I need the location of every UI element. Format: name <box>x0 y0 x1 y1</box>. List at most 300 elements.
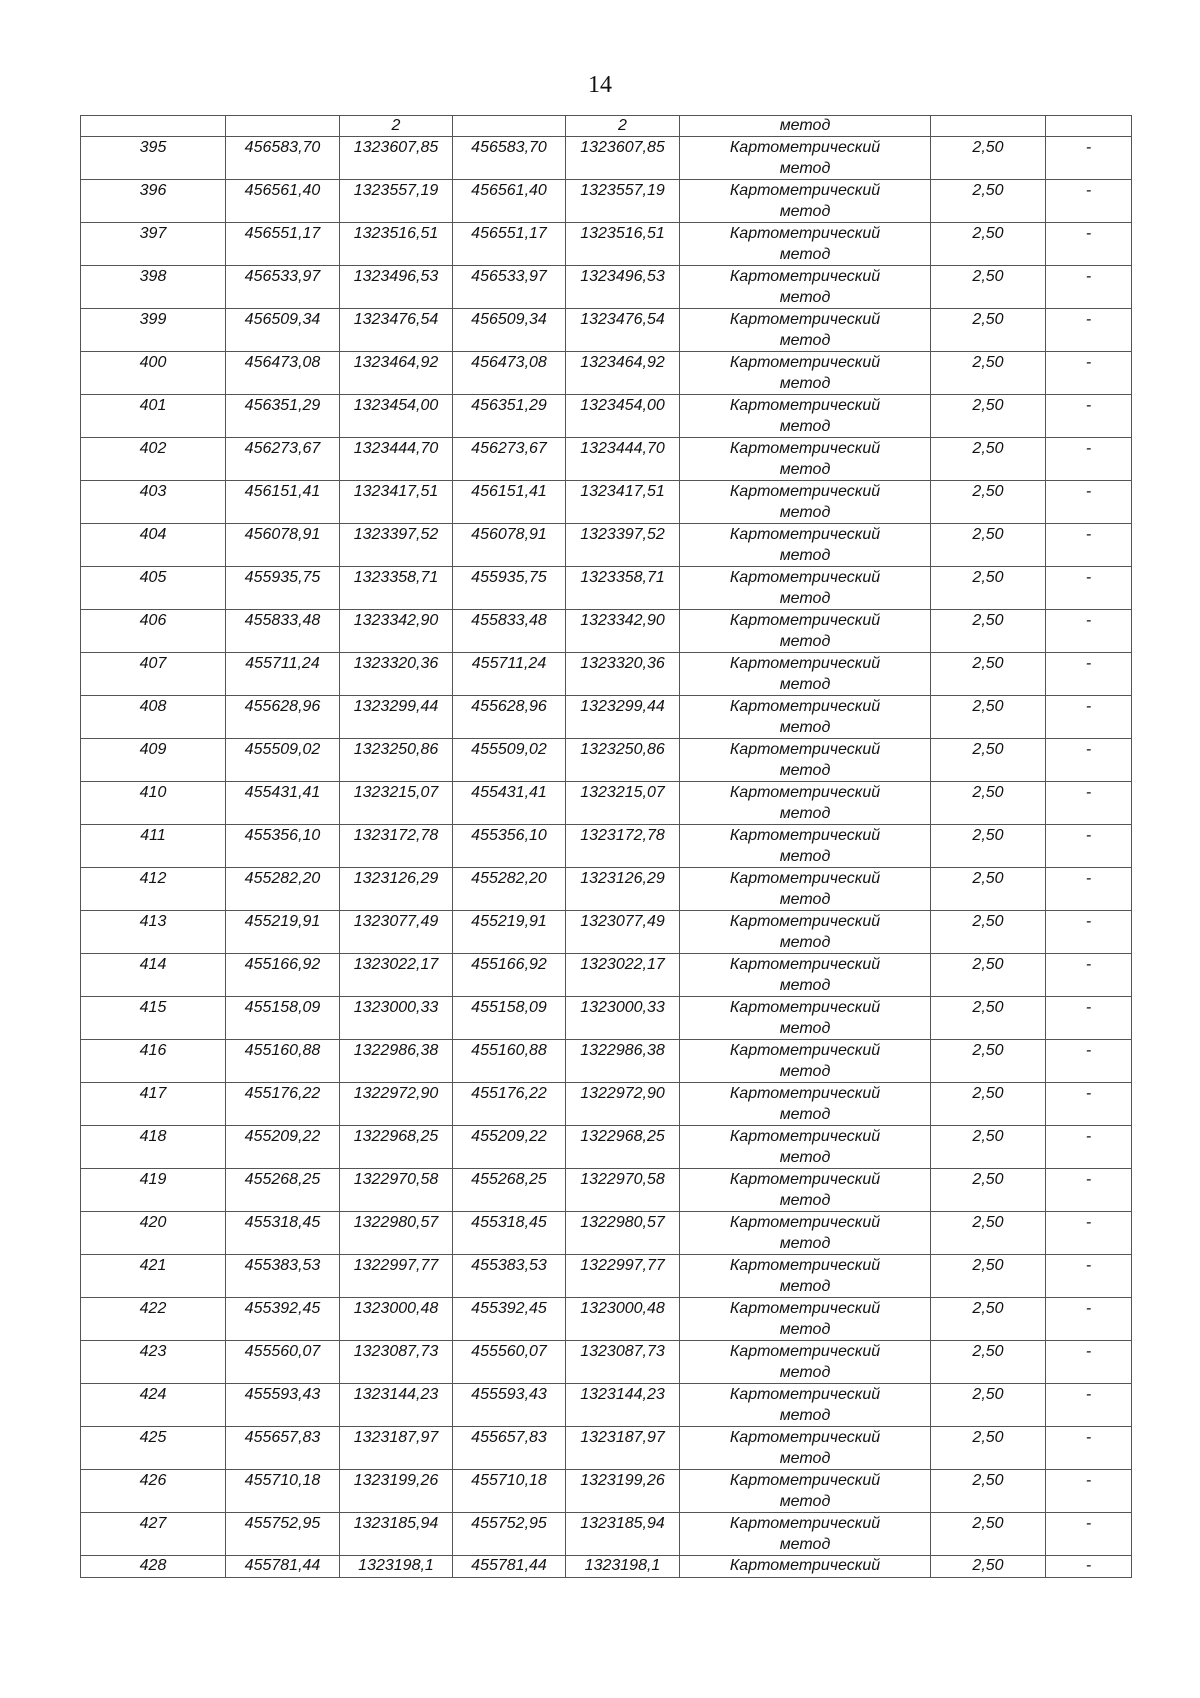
cell-description: - <box>1046 911 1132 954</box>
cell-y-existing <box>340 524 453 567</box>
cell-method <box>680 352 931 395</box>
cell-text: 1323000,48 <box>353 1300 439 1317</box>
cell-accuracy: 2,50 <box>931 1212 1046 1255</box>
cell-description: - <box>1046 524 1132 567</box>
table-row <box>81 1040 1132 1083</box>
cell-method <box>680 1255 931 1298</box>
table-row <box>81 610 1132 653</box>
cell-text: 1323342,90 <box>353 612 439 629</box>
cell-text: 1323417,51 <box>353 483 439 500</box>
cell-y-existing <box>340 1126 453 1169</box>
cell-description: - <box>1046 438 1132 481</box>
table-row <box>81 567 1132 610</box>
cell-x-existing: 455560,07 <box>226 1341 340 1384</box>
cell-text: 1322997,77 <box>353 1257 439 1274</box>
cell-y-existing <box>340 1470 453 1513</box>
cell-point-number: 421 <box>81 1255 226 1298</box>
table-row <box>81 309 1132 352</box>
cell-description: - <box>1046 1513 1132 1556</box>
cell-description: - <box>1046 1255 1132 1298</box>
cell-y-existing <box>340 1513 453 1556</box>
cell-x-existing: 455166,92 <box>226 954 340 997</box>
cell-x-new: 455356,10 <box>453 825 566 868</box>
cell-y-existing <box>340 1083 453 1126</box>
cell-accuracy: 2,50 <box>931 1255 1046 1298</box>
cell-y-existing <box>340 739 453 782</box>
cell-x-existing: 455356,10 <box>226 825 340 868</box>
cell-point-number: 420 <box>81 1212 226 1255</box>
cell-text: Картометрический метод <box>729 354 881 392</box>
cell-text: 1323187,97 <box>580 1429 665 1446</box>
cell-text: 1322980,57 <box>353 1214 439 1231</box>
cell-accuracy: 2,50 <box>931 1427 1046 1470</box>
cell-y-existing <box>340 266 453 309</box>
cell-text: 1322980,57 <box>580 1214 665 1231</box>
cell-text: 1323077,49 <box>580 913 665 930</box>
cell-method <box>680 696 931 739</box>
cell-text: 1323022,17 <box>353 956 439 973</box>
cell-description: - <box>1046 1556 1132 1578</box>
table-row-continuation <box>81 116 1132 137</box>
cell-accuracy: 2,50 <box>931 352 1046 395</box>
table-row <box>81 137 1132 180</box>
cell-method <box>680 1427 931 1470</box>
table-row <box>81 1384 1132 1427</box>
table-row <box>81 1083 1132 1126</box>
cell-y-new <box>566 739 680 782</box>
cell-x-new: 456351,29 <box>453 395 566 438</box>
table-row <box>81 954 1132 997</box>
cell-description: - <box>1046 782 1132 825</box>
cell-x-existing: 455268,25 <box>226 1169 340 1212</box>
cell-x-existing: 455935,75 <box>226 567 340 610</box>
cell-description: - <box>1046 1040 1132 1083</box>
cell-y-new <box>566 954 680 997</box>
cell-accuracy: 2,50 <box>931 739 1046 782</box>
cell-text: 1322997,77 <box>580 1257 665 1274</box>
cell-x-new: 455752,95 <box>453 1513 566 1556</box>
cell-x-new: 455781,44 <box>453 1556 566 1578</box>
cell-text: Картометрический метод <box>729 1042 881 1080</box>
cell-y-new <box>566 696 680 739</box>
cell-y-existing <box>340 481 453 524</box>
cell-y-new <box>566 1040 680 1083</box>
cell-point-number: 398 <box>81 266 226 309</box>
cell-accuracy: 2,50 <box>931 1126 1046 1169</box>
table-row <box>81 180 1132 223</box>
cell-method <box>680 180 931 223</box>
cell-accuracy: 2,50 <box>931 395 1046 438</box>
cell-text: Картометрический метод <box>729 827 881 865</box>
cell-description: - <box>1046 567 1132 610</box>
cell-text: 1323250,86 <box>580 741 665 758</box>
cell-point-number: 415 <box>81 997 226 1040</box>
cell-x-new: 456583,70 <box>453 137 566 180</box>
cell-method <box>680 395 931 438</box>
cell-x-existing: 456151,41 <box>226 481 340 524</box>
cell-x-new: 455282,20 <box>453 868 566 911</box>
table-row <box>81 997 1132 1040</box>
cell-text: 1323557,19 <box>580 182 665 199</box>
cell-accuracy <box>931 116 1046 137</box>
cell-description: - <box>1046 223 1132 266</box>
cell-text: 1323087,73 <box>580 1343 665 1360</box>
cell-y-new <box>566 1470 680 1513</box>
cell-text: 1323087,73 <box>353 1343 439 1360</box>
cell-y-new <box>566 352 680 395</box>
cell-x-new: 455560,07 <box>453 1341 566 1384</box>
cell-x-new: 455935,75 <box>453 567 566 610</box>
cell-text: 1322968,25 <box>580 1128 665 1145</box>
cell-text: 1323444,70 <box>580 440 665 457</box>
cell-description: - <box>1046 1126 1132 1169</box>
cell-description: - <box>1046 1384 1132 1427</box>
cell-text: Картометрический метод <box>729 612 881 650</box>
table-row <box>81 524 1132 567</box>
cell-method <box>680 911 931 954</box>
cell-method <box>680 524 931 567</box>
cell-accuracy: 2,50 <box>931 825 1046 868</box>
cell-text: Картометрический метод <box>729 225 881 263</box>
cell-method <box>680 1169 931 1212</box>
cell-accuracy: 2,50 <box>931 567 1046 610</box>
cell-description: - <box>1046 739 1132 782</box>
cell-y-existing <box>340 1212 453 1255</box>
cell-description: - <box>1046 696 1132 739</box>
cell-method: метод <box>680 116 931 137</box>
cell-y-existing <box>340 137 453 180</box>
cell-text: 1322972,90 <box>353 1085 439 1102</box>
cell-description: - <box>1046 1341 1132 1384</box>
cell-y-new <box>566 567 680 610</box>
cell-accuracy: 2,50 <box>931 696 1046 739</box>
cell-y-existing <box>340 180 453 223</box>
cell-x-existing: 456473,08 <box>226 352 340 395</box>
cell-x-existing: 455657,83 <box>226 1427 340 1470</box>
cell-x-new: 455268,25 <box>453 1169 566 1212</box>
cell-point-number: 428 <box>81 1556 226 1578</box>
cell-point-number: 427 <box>81 1513 226 1556</box>
cell-text: 1323320,36 <box>353 655 439 672</box>
cell-text: 1323187,97 <box>353 1429 439 1446</box>
cell-y-existing <box>340 1384 453 1427</box>
cell-point-number: 406 <box>81 610 226 653</box>
cell-method <box>680 1212 931 1255</box>
cell-text: 1323199,26 <box>353 1472 439 1489</box>
cell-method <box>680 1040 931 1083</box>
cell-y-new <box>566 653 680 696</box>
cell-text: Картометрический метод <box>729 569 881 607</box>
cell-text: 1323342,90 <box>580 612 665 629</box>
cell-x-new: 456273,67 <box>453 438 566 481</box>
cell-x-existing: 455209,22 <box>226 1126 340 1169</box>
cell-x-existing: 456509,34 <box>226 309 340 352</box>
cell-y-existing: 1323198,1 <box>340 1556 453 1578</box>
cell-x-new: 455711,24 <box>453 653 566 696</box>
cell-description: - <box>1046 954 1132 997</box>
cell-point-number: 405 <box>81 567 226 610</box>
cell-x-new <box>453 116 566 137</box>
cell-x-existing: 456583,70 <box>226 137 340 180</box>
table-row <box>81 395 1132 438</box>
cell-y-existing <box>340 223 453 266</box>
cell-x-new: 456509,34 <box>453 309 566 352</box>
cell-y-existing <box>340 438 453 481</box>
cell-point-number: 423 <box>81 1341 226 1384</box>
cell-text: Картометрический метод <box>729 655 881 693</box>
cell-y-existing <box>340 911 453 954</box>
cell-accuracy: 2,50 <box>931 1040 1046 1083</box>
cell-text: 1323144,23 <box>353 1386 439 1403</box>
cell-text: 1323454,00 <box>580 397 665 414</box>
cell-text: 1323000,33 <box>580 999 665 1016</box>
table-row <box>81 868 1132 911</box>
cell-x-new: 455176,22 <box>453 1083 566 1126</box>
cell-description: - <box>1046 180 1132 223</box>
cell-y-existing <box>340 954 453 997</box>
cell-text: 1322970,58 <box>353 1171 439 1188</box>
cell-text: 1323144,23 <box>580 1386 665 1403</box>
cell-x-new: 455383,53 <box>453 1255 566 1298</box>
table-row <box>81 1169 1132 1212</box>
cell-point-number: 411 <box>81 825 226 868</box>
cell-y-existing <box>340 868 453 911</box>
cell-accuracy: 2,50 <box>931 1083 1046 1126</box>
cell-accuracy: 2,50 <box>931 481 1046 524</box>
cell-y-existing: 2 <box>340 116 453 137</box>
table-row <box>81 481 1132 524</box>
cell-text: Картометрический метод <box>729 1343 881 1381</box>
cell-text: Картометрический метод <box>729 741 881 779</box>
cell-y-existing <box>340 395 453 438</box>
table-row <box>81 1126 1132 1169</box>
cell-accuracy: 2,50 <box>931 524 1046 567</box>
cell-accuracy: 2,50 <box>931 1341 1046 1384</box>
cell-point-number: 403 <box>81 481 226 524</box>
cell-x-new: 455219,91 <box>453 911 566 954</box>
cell-x-new: 456078,91 <box>453 524 566 567</box>
cell-method <box>680 266 931 309</box>
table-row <box>81 739 1132 782</box>
cell-x-new: 455392,45 <box>453 1298 566 1341</box>
cell-description: - <box>1046 997 1132 1040</box>
cell-accuracy: 2,50 <box>931 223 1046 266</box>
cell-y-new <box>566 524 680 567</box>
cell-y-existing <box>340 825 453 868</box>
cell-accuracy: 2,50 <box>931 1470 1046 1513</box>
cell-text: Картометрический метод <box>729 139 881 177</box>
table-row <box>81 352 1132 395</box>
cell-x-new: 456151,41 <box>453 481 566 524</box>
cell-y-new <box>566 868 680 911</box>
cell-accuracy: 2,50 <box>931 911 1046 954</box>
cell-accuracy: 2,50 <box>931 653 1046 696</box>
cell-text: Картометрический метод <box>729 1515 881 1553</box>
cell-description: - <box>1046 610 1132 653</box>
cell-x-existing: 456351,29 <box>226 395 340 438</box>
cell-accuracy: 2,50 <box>931 782 1046 825</box>
cell-text: Картометрический метод <box>729 526 881 564</box>
cell-accuracy: 2,50 <box>931 180 1046 223</box>
cell-y-existing <box>340 352 453 395</box>
cell-text: 1323250,86 <box>353 741 439 758</box>
cell-description: - <box>1046 653 1132 696</box>
cell-text: Картометрический метод <box>729 268 881 306</box>
cell-text: 1322986,38 <box>353 1042 439 1059</box>
cell-y-new <box>566 782 680 825</box>
cell-text: 1323607,85 <box>580 139 665 156</box>
cell-text: 1323516,51 <box>580 225 665 242</box>
cell-text: 1323464,92 <box>580 354 665 371</box>
table-row <box>81 825 1132 868</box>
page-number: 14 <box>588 72 612 98</box>
cell-text: 1323516,51 <box>353 225 439 242</box>
cell-description: - <box>1046 266 1132 309</box>
cell-text: 1323397,52 <box>580 526 665 543</box>
cell-method <box>680 1083 931 1126</box>
cell-point-number: 397 <box>81 223 226 266</box>
cell-x-existing: 455593,43 <box>226 1384 340 1427</box>
cell-y-new <box>566 825 680 868</box>
cell-y-existing <box>340 997 453 1040</box>
cell-description: - <box>1046 1427 1132 1470</box>
cell-x-existing: 455282,20 <box>226 868 340 911</box>
cell-text: 1323476,54 <box>353 311 439 328</box>
table-row <box>81 1427 1132 1470</box>
cell-text: 1323215,07 <box>580 784 665 801</box>
cell-x-new: 455209,22 <box>453 1126 566 1169</box>
cell-text: 1323299,44 <box>580 698 665 715</box>
coordinates-table <box>80 115 1132 1578</box>
cell-accuracy: 2,50 <box>931 1169 1046 1212</box>
table-row <box>81 438 1132 481</box>
cell-method <box>680 954 931 997</box>
cell-text: 1323077,49 <box>353 913 439 930</box>
table-body <box>81 116 1132 1578</box>
cell-description: - <box>1046 1083 1132 1126</box>
cell-x-existing: 456561,40 <box>226 180 340 223</box>
cell-text: Картометрический метод <box>729 1429 881 1467</box>
cell-point-number: 413 <box>81 911 226 954</box>
cell-text: Картометрический метод <box>729 397 881 435</box>
cell-x-existing: 455509,02 <box>226 739 340 782</box>
cell-x-new: 455166,92 <box>453 954 566 997</box>
table-row-partial <box>81 1556 1132 1578</box>
cell-y-new <box>566 137 680 180</box>
cell-text: Картометрический метод <box>729 784 881 822</box>
table-row <box>81 782 1132 825</box>
cell-text: 1323607,85 <box>353 139 439 156</box>
cell-x-existing: 456551,17 <box>226 223 340 266</box>
cell-y-new <box>566 1298 680 1341</box>
cell-text: Картометрический метод <box>729 1214 881 1252</box>
cell-text: 1323126,29 <box>353 870 439 887</box>
cell-x-existing: 455628,96 <box>226 696 340 739</box>
cell-description: - <box>1046 1212 1132 1255</box>
cell-text: Картометрический метод <box>729 870 881 908</box>
cell-x-new: 456473,08 <box>453 352 566 395</box>
cell-y-new <box>566 911 680 954</box>
cell-y-new <box>566 1169 680 1212</box>
cell-point-number: 396 <box>81 180 226 223</box>
cell-text: 1323299,44 <box>353 698 439 715</box>
cell-y-existing <box>340 653 453 696</box>
cell-text: 1323397,52 <box>353 526 439 543</box>
table-row <box>81 1255 1132 1298</box>
cell-method <box>680 997 931 1040</box>
cell-point-number: 404 <box>81 524 226 567</box>
cell-x-new: 455160,88 <box>453 1040 566 1083</box>
cell-description: - <box>1046 825 1132 868</box>
cell-accuracy: 2,50 <box>931 868 1046 911</box>
cell-text: 1323417,51 <box>580 483 665 500</box>
cell-text: Картометрический метод <box>729 1171 881 1209</box>
cell-method <box>680 223 931 266</box>
table-row <box>81 911 1132 954</box>
cell-x-existing: 455392,45 <box>226 1298 340 1341</box>
cell-method <box>680 825 931 868</box>
cell-description <box>1046 116 1132 137</box>
cell-text: 1323000,48 <box>580 1300 665 1317</box>
cell-point-number: 414 <box>81 954 226 997</box>
cell-x-existing: 456533,97 <box>226 266 340 309</box>
cell-y-existing <box>340 1169 453 1212</box>
cell-method: Картометрический <box>680 1556 931 1578</box>
cell-y-new <box>566 180 680 223</box>
cell-point-number <box>81 116 226 137</box>
cell-point-number: 426 <box>81 1470 226 1513</box>
cell-x-existing: 456078,91 <box>226 524 340 567</box>
cell-y-new: 1323198,1 <box>566 1556 680 1578</box>
cell-point-number: 408 <box>81 696 226 739</box>
cell-y-new <box>566 1212 680 1255</box>
cell-text: Картометрический метод <box>729 1386 881 1424</box>
cell-x-new: 455593,43 <box>453 1384 566 1427</box>
cell-text: Картометрический метод <box>729 698 881 736</box>
cell-y-new <box>566 610 680 653</box>
cell-point-number: 418 <box>81 1126 226 1169</box>
cell-text: 1323476,54 <box>580 311 665 328</box>
cell-text: 1323126,29 <box>580 870 665 887</box>
cell-point-number: 424 <box>81 1384 226 1427</box>
cell-accuracy: 2,50 <box>931 997 1046 1040</box>
cell-method <box>680 1384 931 1427</box>
cell-text: Картометрический метод <box>729 1300 881 1338</box>
cell-text: Картометрический метод <box>729 1472 881 1510</box>
table-row <box>81 1341 1132 1384</box>
cell-text: 1323022,17 <box>580 956 665 973</box>
cell-point-number: 407 <box>81 653 226 696</box>
table-row <box>81 1212 1132 1255</box>
cell-x-existing: 455710,18 <box>226 1470 340 1513</box>
cell-point-number: 422 <box>81 1298 226 1341</box>
cell-y-new <box>566 223 680 266</box>
cell-x-existing: 455318,45 <box>226 1212 340 1255</box>
cell-x-existing: 455781,44 <box>226 1556 340 1578</box>
cell-x-new: 456533,97 <box>453 266 566 309</box>
cell-point-number: 412 <box>81 868 226 911</box>
cell-point-number: 425 <box>81 1427 226 1470</box>
cell-description: - <box>1046 395 1132 438</box>
table-row <box>81 266 1132 309</box>
cell-text: Картометрический метод <box>729 440 881 478</box>
cell-text: Картометрический метод <box>729 1128 881 1166</box>
cell-x-existing: 455752,95 <box>226 1513 340 1556</box>
cell-description: - <box>1046 868 1132 911</box>
cell-text: 1323496,53 <box>580 268 665 285</box>
cell-method <box>680 1341 931 1384</box>
cell-text: 1323454,00 <box>353 397 439 414</box>
